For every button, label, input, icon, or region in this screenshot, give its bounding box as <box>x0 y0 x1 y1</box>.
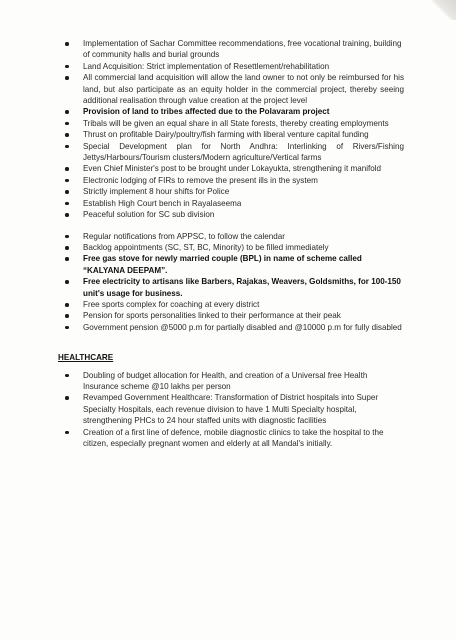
healthcare-list <box>58 370 404 450</box>
list-item: Creation of a first line of defence, mobile diagnostic clinics to take the hospital to the citizen, especially pregnant women and elderly at all Mandal's initially. <box>58 427 404 450</box>
list-item: Implementation of Sachar Committee recommendations, free vocational training, building of community halls and burial grounds <box>58 38 404 61</box>
policy-list-1 <box>58 38 404 221</box>
list-item: Electronic lodging of FIRs to remove the present ills in the system <box>58 175 404 186</box>
list-item: Doubling of budget allocation for Health, and creation of a Universal free Health Insurance scheme @10 lakhs per person <box>58 370 404 393</box>
policy-list-2 <box>58 231 404 334</box>
list-item: Free gas stove for newly married couple (BPL) in name of scheme called “KALYANA DEEPAM”. <box>58 253 404 276</box>
list-item: Revamped Government Healthcare: Transformation of District hospitals into Super Specialty Hospitals, each revenue division to have 1 Multi Specialty hospital, strengthening PHCs to 24 hour staffed units with diagnostic facilities <box>58 392 404 426</box>
list-item: Peaceful solution for SC sub division <box>58 209 404 220</box>
section-heading-healthcare: HEALTHCARE <box>58 353 114 363</box>
list-item: Government pension @5000 p.m for partially disabled and @10000 p.m for fully disabled <box>58 322 404 333</box>
list-item: Even Chief Minister's post to be brought under Lokayukta, strengthening it manifold <box>58 163 404 174</box>
list-item: Regular notifications from APPSC, to follow the calendar <box>58 231 404 242</box>
document-content <box>58 38 404 449</box>
list-item: Free electricity to artisans like Barbers, Rajakas, Weavers, Goldsmiths, for 100-150 unit's usage for business. <box>58 276 404 299</box>
list-item: Pension for sports personalities linked to their performance at their peak <box>58 310 404 321</box>
list-item: Provision of land to tribes affected due to the Polavaram project <box>58 106 404 117</box>
list-item: All commercial land acquisition will allow the land owner to not only be reimbursed for his land, but also participate as an equity holder in the commercial project, thereby seeing additional realisation through value creation at the project level <box>58 72 404 106</box>
page-corner-fold <box>428 0 456 20</box>
list-item: Strictly implement 8 hour shifts for Police <box>58 186 404 197</box>
list-item: Special Development plan for North Andhra: Interlinking of Rivers/Fishing Jettys/Harbours/Tourism clusters/Modern agriculture/Vertical farms <box>58 141 404 164</box>
list-item: Land Acquisition: Strict implementation of Resettlement/rehabilitation <box>58 61 404 72</box>
list-item: Tribals will be given an equal share in all State forests, thereby creating employments <box>58 118 404 129</box>
list-item: Free sports complex for coaching at every district <box>58 299 404 310</box>
list-item: Establish High Court bench in Rayalaseema <box>58 198 404 209</box>
list-item: Backlog appointments (SC, ST, BC, Minority) to be filled immediately <box>58 242 404 253</box>
list-item: Thrust on profitable Dairy/poultry/fish farming with liberal venture capital funding <box>58 129 404 140</box>
